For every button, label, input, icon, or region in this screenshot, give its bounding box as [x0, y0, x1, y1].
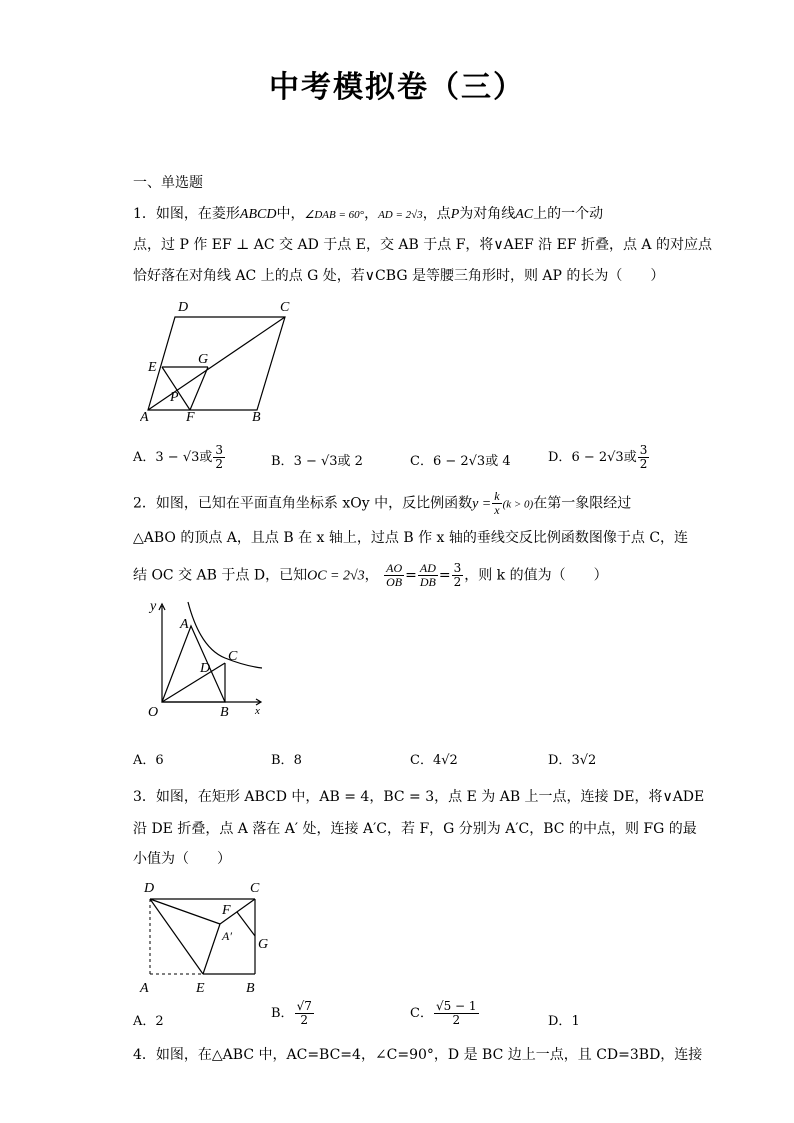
q1-option-d[interactable]: D．6 − 2√3或 $\frac{3}{2}$: [548, 443, 648, 471]
label-b: B: [220, 705, 229, 720]
segment-da1: [150, 899, 220, 924]
q3-option-c[interactable]: C． $\frac{√5 - 1}{2}$: [410, 999, 477, 1027]
q4-line1: 4．如图，在△ABC 中，AC=BC=4，∠C=90°，D 是 BC 边上一点，且 CD=3BD，连接: [133, 1047, 703, 1063]
section-heading: 一、单选题: [133, 175, 203, 191]
triangle-abo: [162, 626, 225, 702]
page-title: 中考模拟卷（三）: [269, 70, 525, 105]
q2-option-c[interactable]: C．4√2: [410, 753, 458, 768]
q2-figure-coordinate: [140, 598, 280, 723]
label-c: C: [228, 649, 238, 664]
diagonal-ac: [148, 317, 285, 410]
q1-line3: 恰好落在对角线 AC 上的点 G 处，若∨CBG 是等腰三角形时，则 AP 的长为（ ）: [133, 268, 665, 284]
q3-option-d[interactable]: D．1: [548, 1014, 580, 1029]
label-o: O: [148, 705, 159, 720]
q2-option-b[interactable]: B．8: [271, 753, 302, 768]
q1-figure-rhombus: [140, 295, 310, 425]
q1-line1: 1．如图，在菱形ABCD中，∠DAB = 60°，AD = 2√3，点P为对角线AC上的一个动: [133, 206, 604, 222]
q3-option-a[interactable]: A．2: [133, 1014, 164, 1029]
segment-oc: [162, 663, 225, 702]
q3-line3: 小值为（ ）: [133, 851, 231, 867]
label-a: A: [140, 410, 149, 425]
label-d: D: [144, 881, 155, 896]
q2-option-d[interactable]: D．3√2: [548, 753, 597, 768]
label-a: A: [140, 981, 149, 996]
label-f: F: [222, 903, 231, 918]
label-x: x: [255, 705, 260, 717]
label-g: G: [258, 937, 269, 952]
label-b: B: [246, 981, 255, 996]
label-c: C: [250, 881, 260, 896]
label-c: C: [280, 300, 290, 315]
q2-option-a[interactable]: A．6: [133, 753, 164, 768]
label-d: D: [200, 661, 211, 676]
q2-line3: 结 OC 交 AB 于点 D，已知OC = 2√3， $\frac{AO}{OB}$ = $\frac{AD}{DB}$ = $\frac{3}{2}$ ，则 k 的值为（ ）: [133, 561, 608, 589]
label-f: F: [186, 410, 195, 425]
label-a: A: [180, 617, 189, 632]
label-g: G: [198, 352, 209, 367]
segment-a1e: [203, 924, 220, 974]
q3-option-b[interactable]: B． $\frac{√7}{2}$: [271, 999, 312, 1027]
label-a-prime: A′: [222, 929, 232, 943]
q3-figure-rectangle: [138, 878, 278, 998]
q3-line2: 沿 DE 折叠，点 A 落在 A′ 处，连接 A′C，若 F，G 分别为 A′C，BC 的中点，则 FG 的最: [133, 821, 697, 837]
label-y: y: [150, 599, 157, 614]
q1-option-b[interactable]: B．3 − √3或 2: [271, 454, 363, 469]
label-d: D: [178, 300, 189, 315]
segment-fg: [237, 912, 255, 936]
label-b: B: [252, 410, 261, 425]
q1-line2: 点，过 P 作 EF ⊥ AC 交 AD 于点 E，交 AB 于点 F，将∨AEF 沿 EF 折叠，点 A 的对应点: [133, 237, 712, 253]
label-e: E: [148, 360, 157, 375]
q3-line1: 3．如图，在矩形 ABCD 中，AB = 4，BC = 3，点 E 为 AB 上一点，连接 DE，将∨ADE: [133, 789, 705, 805]
label-e: E: [196, 981, 205, 996]
q2-line2: △ABO 的顶点 A，且点 B 在 x 轴上，过点 B 作 x 轴的垂线交反比例函数图像于点 C，连: [133, 530, 689, 546]
label-p: P: [170, 390, 179, 405]
hyperbola-curve: [188, 602, 262, 668]
fold-line-de: [150, 899, 203, 974]
segment-fg: [190, 367, 208, 410]
q1-option-a[interactable]: A．3 − √3或 $\frac{3}{2}$: [133, 443, 224, 471]
q1-option-c[interactable]: C．6 − 2√3或 4: [410, 454, 511, 469]
q2-line1: 2．如图，已知在平面直角坐标系 xOy 中，反比例函数y = $\frac{k}{x}$ (k > 0)在第一象限经过: [133, 489, 632, 517]
